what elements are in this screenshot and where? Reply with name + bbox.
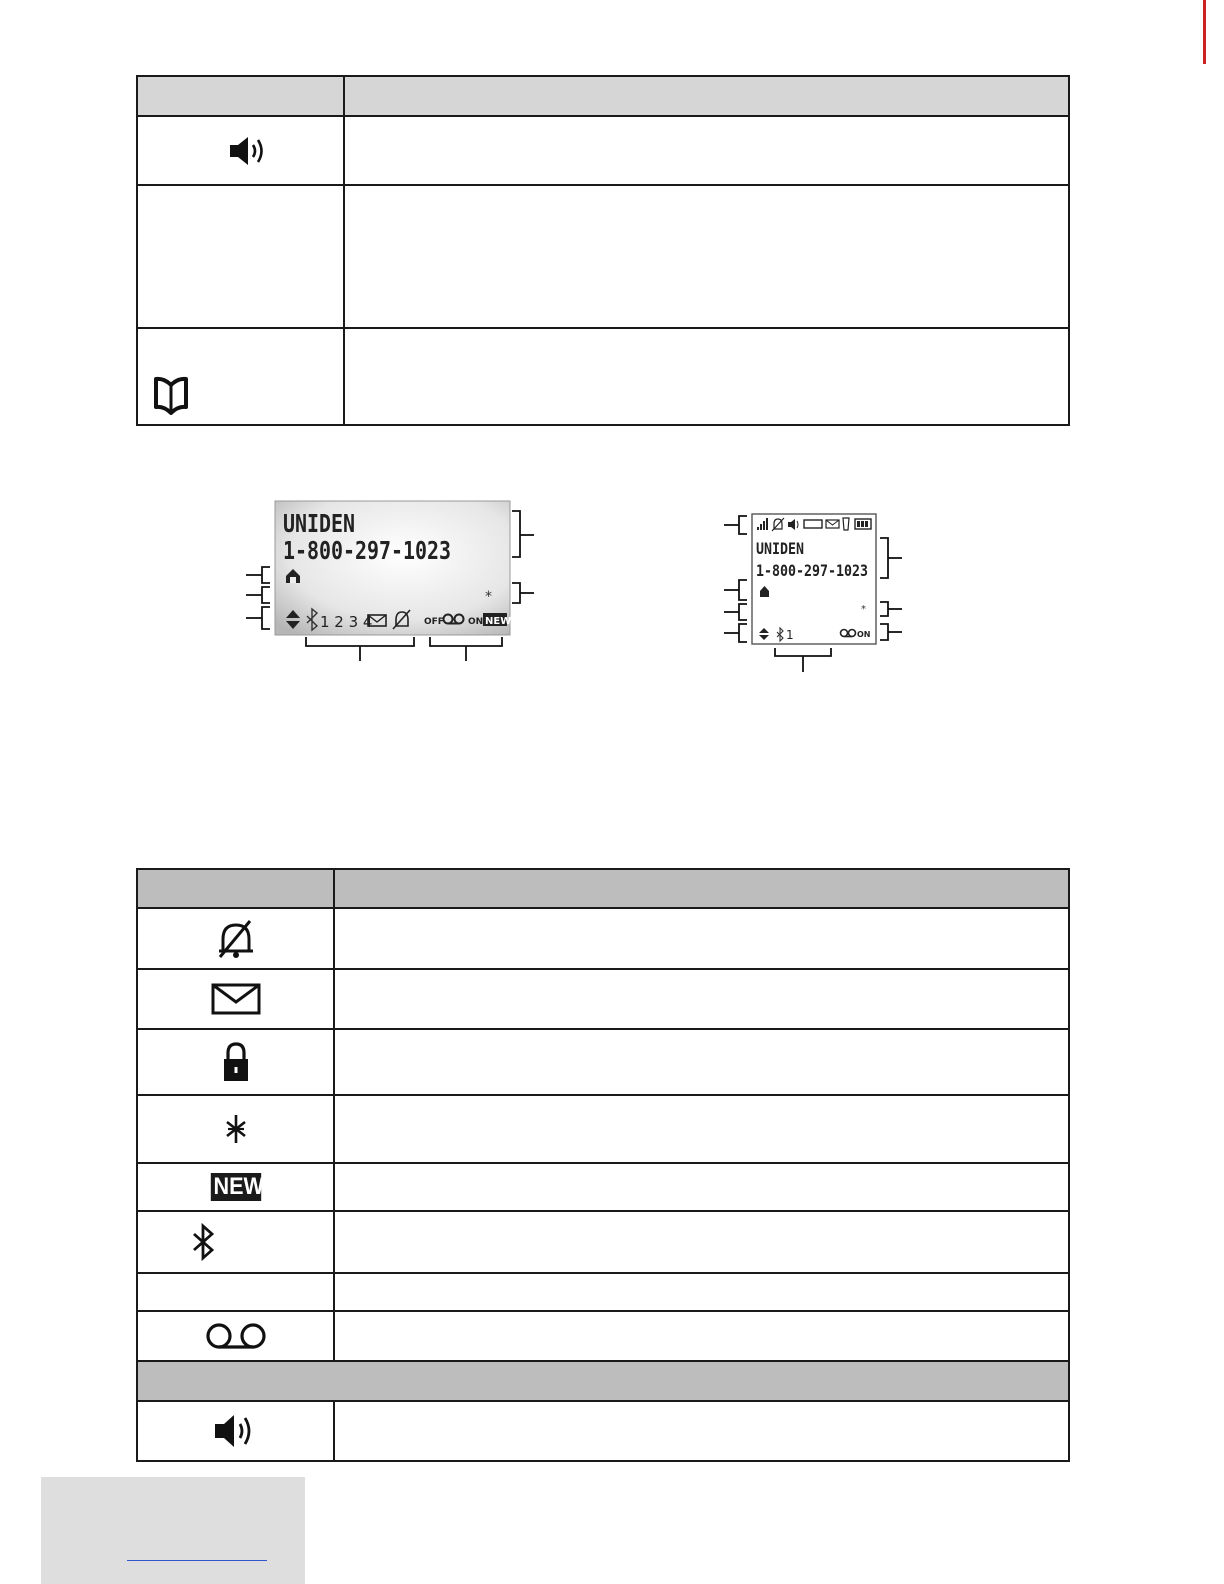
base-answer-off: OFF [424,617,444,627]
table-header-row [137,76,1069,116]
table-header-row [137,869,1069,908]
answering-machine-icon [204,1321,268,1351]
table-row [137,908,1069,969]
table-row [137,1211,1069,1273]
base-line-digits: 1 2 3 4 [320,613,373,631]
table-row [137,185,1069,328]
new-badge [210,1173,264,1201]
handset-lcd-diagram [716,508,916,676]
top-icon-table [136,75,1070,426]
ringer-off-icon [214,917,258,961]
table-row [137,1401,1069,1461]
base-lcd-number: 1-800-297-1023 [283,536,451,565]
table-row [137,328,1069,425]
base-lcd-diagram [240,495,540,670]
base-answer-on: ON [468,617,484,627]
footer-tab [41,1477,305,1584]
handset-answer-on: ON [857,630,871,639]
base-lcd-name: UNIDEN [283,509,355,538]
handset-intercom-asterisk: * [861,604,866,615]
new-badge-label: NEW [213,1173,264,1200]
phonebook-icon [152,373,190,415]
lock-icon [221,1041,251,1083]
base-intercom-asterisk: * [485,589,492,605]
table-row [137,116,1069,185]
table-row [137,969,1069,1029]
table-row [137,1273,1069,1311]
table-row [137,1029,1069,1095]
base-new-badge: NEW [485,616,512,627]
asterisk-icon [224,1112,248,1146]
footer-link[interactable] [127,1560,267,1561]
table-row [137,1095,1069,1163]
page-edge-rule [1203,0,1206,64]
table-section-row [137,1361,1069,1401]
display-icons-table [136,868,1070,1462]
handset-lcd-name: UNIDEN [756,539,804,558]
speaker-icon [213,1411,259,1451]
table-row [137,1163,1069,1211]
handset-line-digit: 1 [786,628,794,642]
table-row [137,1311,1069,1361]
handset-lcd-number: 1-800-297-1023 [756,561,868,580]
speaker-icon [228,133,272,169]
bluetooth-icon [190,1222,218,1262]
envelope-icon [210,982,262,1016]
